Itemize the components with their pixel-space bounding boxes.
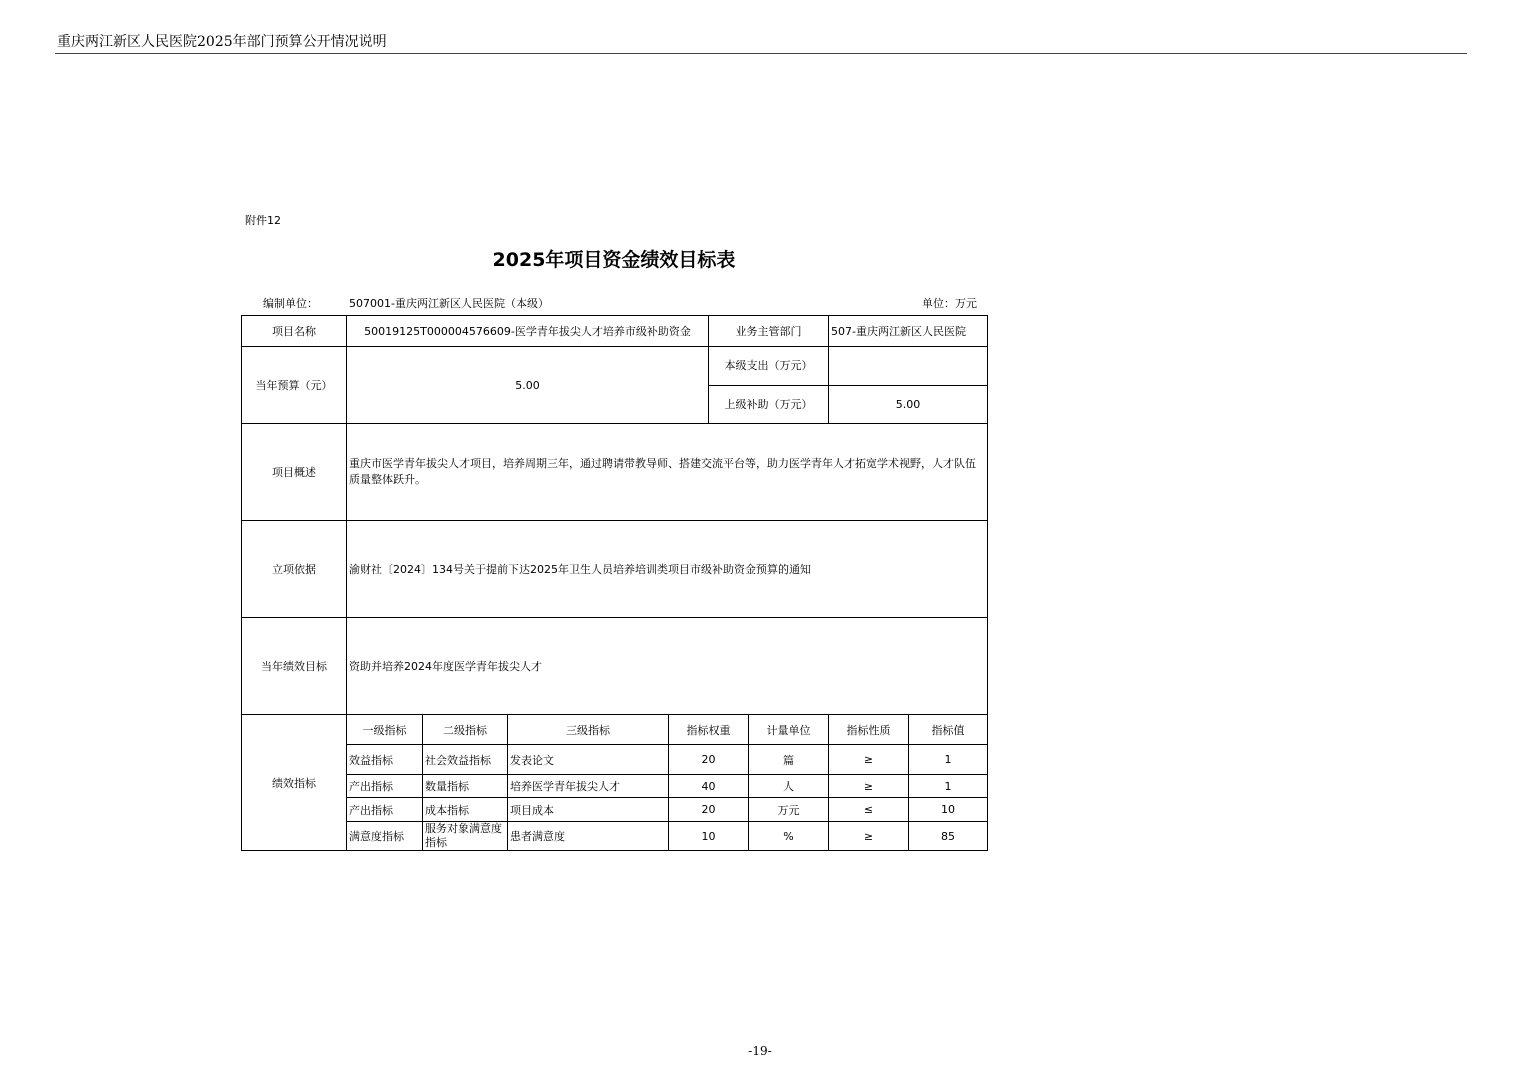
row4-level3: 患者满意度 xyxy=(508,822,669,851)
page-header-title: 重庆两江新区人民医院2025年部门预算公开情况说明 xyxy=(57,34,387,50)
table-row xyxy=(242,798,988,822)
row3-nature: ≤ xyxy=(829,798,909,822)
row2-unit: 人 xyxy=(749,775,829,798)
row1-unit: 篇 xyxy=(749,745,829,775)
row4-weight: 10 xyxy=(669,822,749,851)
attachment-label: 附件12 xyxy=(245,214,281,227)
dept-label: 业务主管部门 xyxy=(709,316,829,347)
row3-level1: 产出指标 xyxy=(347,798,423,822)
indicator-header-weight: 指标权重 xyxy=(669,715,749,745)
indicator-header-level3: 三级指标 xyxy=(508,715,669,745)
page-number: -19- xyxy=(748,1044,772,1058)
compile-unit-value: 507001-重庆两江新区人民医院（本级） xyxy=(349,297,549,310)
budget-value: 5.00 xyxy=(347,347,709,424)
row1-level2: 社会效益指标 xyxy=(423,745,508,775)
compile-unit-label: 编制单位： xyxy=(263,297,318,310)
basis-value: 渝财社〔2024〕134号关于提前下达2025年卫生人员培养培训类项目市级补助资金预算的通知 xyxy=(347,521,988,618)
basis-label: 立项依据 xyxy=(242,521,347,618)
goal-value: 资助并培养2024年度医学青年拔尖人才 xyxy=(347,618,988,715)
table-row xyxy=(242,822,988,851)
performance-target-table xyxy=(241,315,988,851)
row2-value: 1 xyxy=(909,775,988,798)
row1-nature: ≥ xyxy=(829,745,909,775)
local-spend-value xyxy=(829,347,988,386)
row1-level3: 发表论文 xyxy=(508,745,669,775)
table-row xyxy=(242,745,988,775)
row3-unit: 万元 xyxy=(749,798,829,822)
project-name-value: 50019125T000004576609-医学青年拔尖人才培养市级补助资金 xyxy=(347,316,709,347)
row4-level1: 满意度指标 xyxy=(347,822,423,851)
unit-label: 单位：万元 xyxy=(922,297,977,310)
overview-value: 重庆市医学青年拔尖人才项目，培养周期三年，通过聘请带教导师、搭建交流平台等，助力医学青年人才拓宽学术视野，人才队伍质量整体跃升。 xyxy=(347,424,988,521)
row2-level1: 产出指标 xyxy=(347,775,423,798)
local-spend-label: 本级支出（万元） xyxy=(709,347,829,386)
goal-label: 当年绩效目标 xyxy=(242,618,347,715)
budget-label: 当年预算（元） xyxy=(242,347,347,424)
project-name-label: 项目名称 xyxy=(242,316,347,347)
indicator-label: 绩效指标 xyxy=(242,715,347,851)
row3-level2: 成本指标 xyxy=(423,798,508,822)
row4-level2: 服务对象满意度指标 xyxy=(423,822,508,851)
row1-weight: 20 xyxy=(669,745,749,775)
row4-value: 85 xyxy=(909,822,988,851)
indicator-header-nature: 指标性质 xyxy=(829,715,909,745)
row2-level3: 培养医学青年拔尖人才 xyxy=(508,775,669,798)
dept-value: 507-重庆两江新区人民医院 xyxy=(829,316,988,347)
row1-value: 1 xyxy=(909,745,988,775)
indicator-header-level2: 二级指标 xyxy=(423,715,508,745)
row2-nature: ≥ xyxy=(829,775,909,798)
upper-subsidy-label: 上级补助（万元） xyxy=(709,386,829,424)
indicator-header-unit: 计量单位 xyxy=(749,715,829,745)
row3-value: 10 xyxy=(909,798,988,822)
row2-level2: 数量指标 xyxy=(423,775,508,798)
row1-level1: 效益指标 xyxy=(347,745,423,775)
row4-nature: ≥ xyxy=(829,822,909,851)
upper-subsidy-value: 5.00 xyxy=(829,386,988,424)
table-row xyxy=(242,775,988,798)
indicator-header-value: 指标值 xyxy=(909,715,988,745)
header-divider xyxy=(55,53,1467,54)
row3-weight: 20 xyxy=(669,798,749,822)
row3-level3: 项目成本 xyxy=(508,798,669,822)
overview-label: 项目概述 xyxy=(242,424,347,521)
document-title: 2025年项目资金绩效目标表 xyxy=(492,249,736,271)
indicator-header-level1: 一级指标 xyxy=(347,715,423,745)
row2-weight: 40 xyxy=(669,775,749,798)
row4-unit: % xyxy=(749,822,829,851)
